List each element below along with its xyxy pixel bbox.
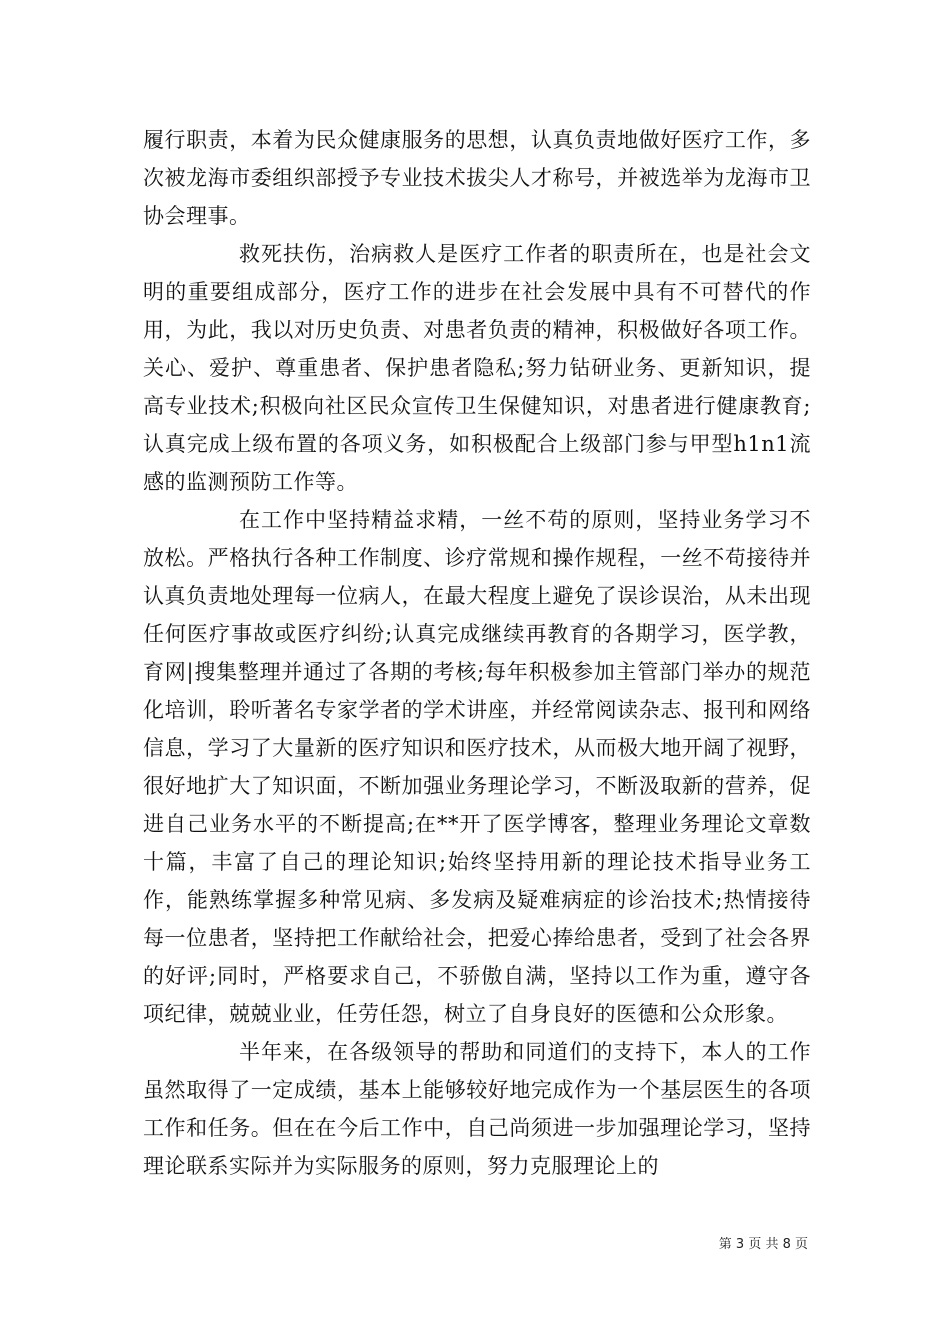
paragraph-medical-duty: 救死扶伤，治病救人是医疗工作者的职责所在，也是社会文明的重要组成部分，医疗工作的进步在社会发展中具有不可替代的作用，为此，我以对历史负责、对患者负责的精神，积极做好各项工作。关心、爱护、尊重患者、保护患者隐私;努力钻研业务、更新知识，提高专业技术;积极向社区民众宣传卫生保健知识，对患者进行健康教育;认真完成上级布置的各项义务，如积极配合上级部门参与甲型h1n1流感的监测预防工作等。 [143, 242, 811, 494]
paragraph-work-excellence: 在工作中坚持精益求精，一丝不苟的原则，坚持业务学习不放松。严格执行各种工作制度、诊疗常规和操作规程，一丝不苟接待并认真负责地处理每一位病人，在最大程度上避免了误诊误治，从未出现任何医疗事故或医疗纠纷;认真完成继续再教育的各期学习，医学教，育网|搜集整理并通过了各期的考核;每年积极参加主管部门举办的规范化培训，聆听著名专家学者的学术讲座，并经常阅读杂志、报刊和网络信息，学习了大量新的医疗知识和医疗技术，从而极大地开阔了视野，很好地扩大了知识面，不断加强业务理论学习，不断汲取新的营养，促进自己业务水平的不断提高;在**开了医学博客，整理业务理论文章数十篇，丰富了自己的理论知识;始终坚持用新的理论技术指导业务工作，能熟练掌握多种常见病、多发病及疑难病症的诊治技术;热情接待每一位患者，坚持把工作献给社会，把爱心捧给患者，受到了社会各界的好评;同时，严格要求自己，不骄傲自满，坚持以工作为重，遵守各项纪律，兢兢业业，任劳任怨，树立了自身良好的医德和公众形象。 [143, 508, 811, 1026]
document-body [143, 121, 811, 1185]
page-number-label: 第 3 页 共 8 页 [718, 1237, 808, 1252]
page-number-footer [719, 1233, 808, 1252]
paragraph-half-year-summary: 半年来，在各级领导的帮助和同道们的支持下，本人的工作虽然取得了一定成绩，基本上能够较好地完成作为一个基层医生的各项工作和任务。但在在今后工作中，自己尚须进一步加强理论学习，坚持理论联系实际并为实际服务的原则，努力克服理论上的 [143, 1040, 811, 1178]
paragraph-continuation: 履行职责，本着为民众健康服务的思想，认真负责地做好医疗工作，多次被龙海市委组织部授予专业技术拔尖人才称号，并被选举为龙海市卫协会理事。 [143, 128, 811, 228]
